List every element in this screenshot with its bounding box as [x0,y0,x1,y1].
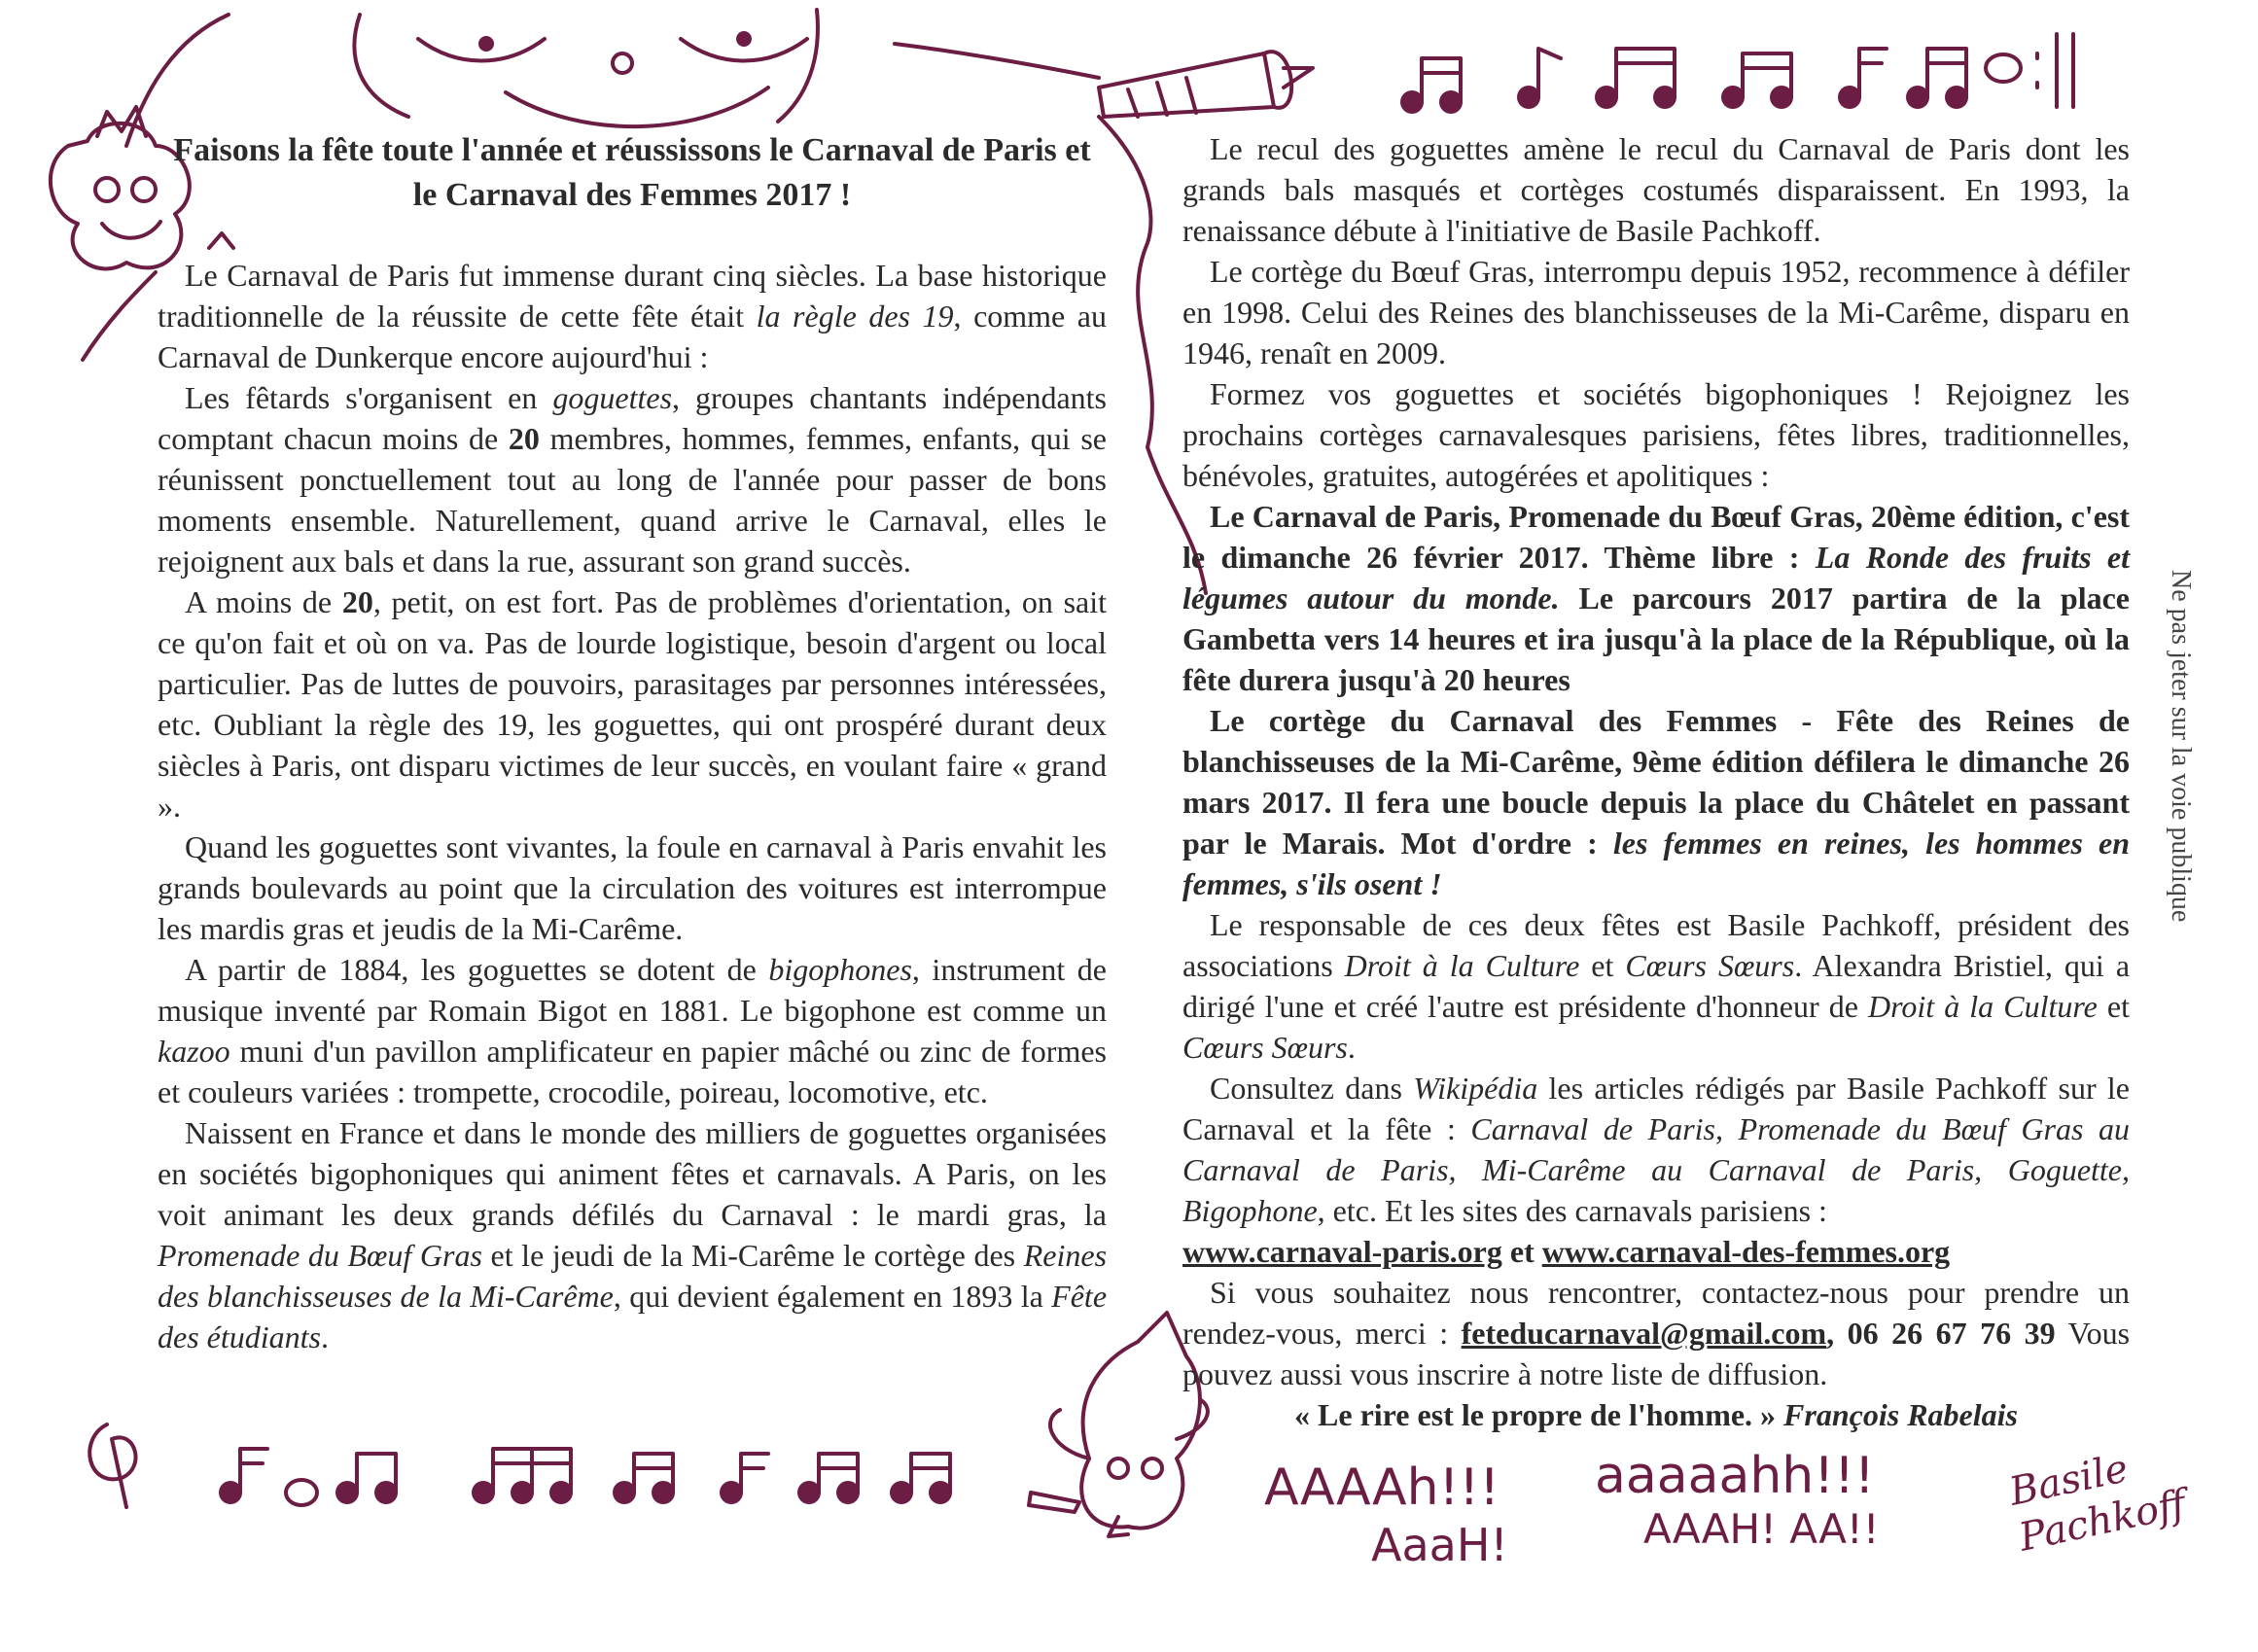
left-paragraph: Les fêtards s'organisent en goguettes, groupes chantants indépendants comptant chacun moins de 20 membres, hommes, femmes, enfants, qui se réunissent ponctuellement tout au long de l'année pour passer de bons moments ensemble. Naturellement, quand arrive le Carnaval, elles le rejoignent aux bals et dans la rue, assurant son grand succès. [158,380,1108,579]
shout-text: AaaH! [1371,1519,1508,1571]
shout-text: AAAAh!!! [1264,1459,1500,1517]
side-note: Ne pas jeter sur la voie publique [2166,570,2196,923]
headline: Faisons la fête toute l'année et réussissons le Carnaval de Paris et le Carnaval des Femmes 2017 ! [173,132,1091,213]
email-link[interactable]: feteducarnaval@gmail.com [1461,1316,1827,1351]
link-carnaval-femmes[interactable]: www.carnaval-des-femmes.org [1541,1234,1951,1269]
event-boeuf-gras: Le Carnaval de Paris, Promenade du Bœuf Gras, 20ème édition, c'est le dimanche 26 février 2017. Thème libre : La Ronde des fruits et légumes autour du monde. Le parcours 2017 partira de la place Gambetta vers 14 heures et ira jusqu'à la place de la République, où la fête durera jusqu'à 20 heures [1182,499,2131,697]
right-paragraph: Consultez dans Wikipédia les articles rédigés par Basile Pachkoff sur le Carnaval et la fête : Carnaval de Paris, Promenade du Bœuf Gras au Carnaval de Paris, Mi-Carême au Carnaval de Paris, Goguette, Bigophone, etc. Et les sites des carnavals parisiens : www.carnaval-paris.org et www.carnaval-des-femmes.org [1182,1071,2131,1269]
trumpet-drawing [1099,52,1313,117]
shout-text: AAAH! AA!! [1643,1505,1880,1553]
phone-number: 06 26 67 76 39 [1847,1316,2056,1351]
left-paragraph: A partir de 1884, les goguettes se dotent de bigophones, instrument de musique inventé par Romain Bigot en 1881. Le bigophone est comme un kazoo muni d'un pavillon amplificateur en papier mâché ou zinc de formes et couleurs variées : trompette, crocodile, poireau, locomotive, etc. [158,952,1107,1109]
right-paragraph: Le responsable de ces deux fêtes est Basile Pachkoff, président des associations Droit à la Culture et Cœurs Sœurs. Alexandra Bristiel, qui a dirigé l'une et créé l'autre est présidente d'honneur de Droit à la Culture et Cœurs Sœurs. [1182,907,2131,1065]
smiley-face-drawing [354,10,817,126]
right-column [1182,128,2130,1435]
left-paragraph: Naissent en France et dans le monde des milliers de goguettes organisées en sociétés bigophoniques qui animent fêtes et carnavals. A Paris, on les voit animant les deux grands défilés du Carnaval : le mardi gras, la Promenade du Bœuf Gras et le jeudi de la Mi-Carême le cortège des Reines des blanchisseuses de la Mi-Carême, qui devient également en 1893 la Fête des étudiants. [158,1115,1108,1354]
music-notes-top [1400,34,2073,114]
shout-text: aaaaahh!!! [1595,1447,1875,1505]
left-paragraph: Quand les goguettes sont vivantes, la foule en carnaval à Paris envahit les grands boulevards au point que la circulation des voitures est interrompue les mardis gras et jeudis de la Mi-Carême. [158,829,1107,946]
link-carnaval-paris[interactable]: www.carnaval-paris.org [1182,1234,1502,1269]
right-paragraph: Le recul des goguettes amène le recul du Carnaval de Paris dont les grands bals masqués et cortèges costumés disparaissent. En 1993, la renaissance débute à l'initiative de Basile Pachkoff. [1182,131,2130,248]
event-carnaval-femmes: Le cortège du Carnaval des Femmes - Fête des Reines de blanchisseuses de la Mi-Carême, 9ème édition défilera le dimanche 26 mars 2017. Il fera une boucle depuis la place du Châtelet en passant par le Marais. Mot d'ordre : les femmes en reines, les hommes en femmes, s'ils osent ! [1182,703,2131,901]
right-paragraph: Formez vos goguettes et sociétés bigophoniques ! Rejoignez les prochains cortèges carnavalesques parisiens, fêtes libres, traditionnelles, bénévoles, gratuites, autogérées et apolitiques : [1182,376,2130,493]
left-paragraph: A moins de 20, petit, on est fort. Pas de problèmes d'orientation, on sait ce qu'on fait et où on va. Pas de lourde logistique, besoin d'argent ou local particulier. Pas de luttes de pouvoirs, parasitages par personnes intéressées, etc. Oubliant la règle des 19, les goguettes, qui ont prospéré durant deux siècles à Paris, ont disparu victimes de leur succès, en voulant faire « grand ». [158,584,1108,824]
rabelais-quote: « Le rire est le propre de l'homme. » François Rabelais [1294,1397,2018,1432]
signature: Basile Pachkoff [2005,1446,2190,1561]
contact-paragraph: Si vous souhaitez nous rencontrer, contactez-nous pour prendre un rendez-vous, merci : feteducarnaval@gmail.com, 06 26 67 76 39 Vous pouvez aussi vous inscrire à notre liste de diffusion. [1182,1275,2131,1391]
left-paragraph: Le Carnaval de Paris fut immense durant cinq siècles. La base historique traditionnelle de la réussite de cette fête était la règle des 19, comme au Carnaval de Dunkerque encore aujourd'hui : [158,258,1108,374]
music-notes-bottom [89,1424,952,1507]
left-column [158,255,1107,1357]
right-paragraph: Le cortège du Bœuf Gras, interrompu depuis 1952, recommence à défiler en 1998. Celui des Reines des blanchisseuses de la Mi-Carême, disparu en 1946, renaît en 2009. [1182,254,2130,370]
